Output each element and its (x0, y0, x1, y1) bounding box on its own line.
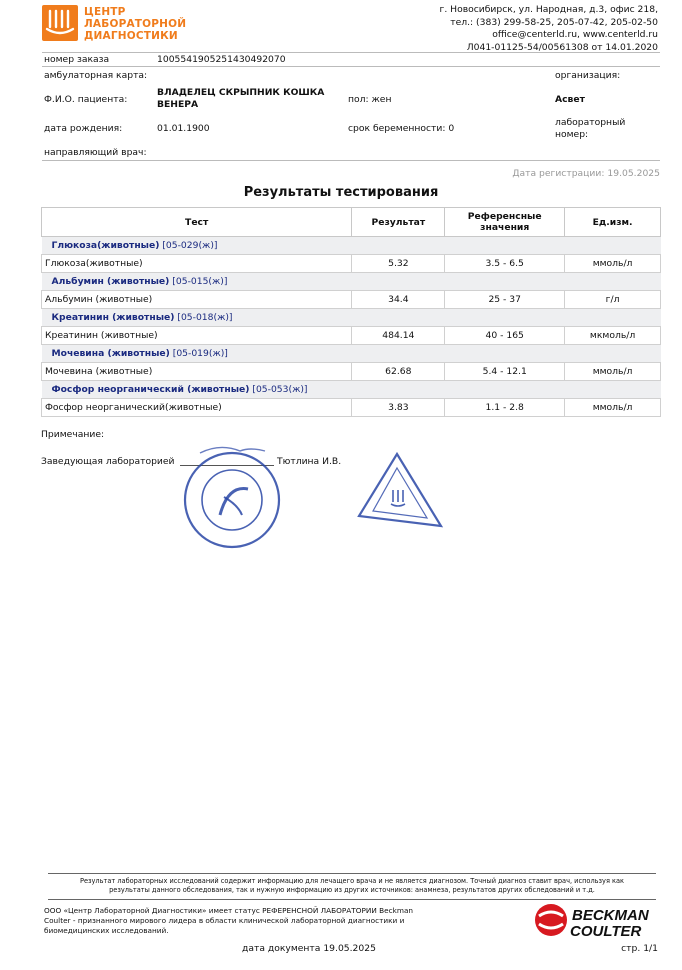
logo-line-1: ЦЕНТР (84, 6, 126, 18)
lab-number-label (555, 117, 625, 140)
unit-cell: ммоль/л (565, 399, 661, 417)
lab-number-label-line-2: номер: (555, 128, 589, 140)
page-number: стр. 1/1 (621, 943, 658, 954)
column-header-reference-line-2: значения (480, 222, 530, 233)
registration-date: Дата регистрации: 19.05.2025 (512, 168, 660, 179)
group-row (42, 345, 661, 363)
order-number-value: 1005541905251430492070 (157, 54, 286, 65)
referring-doctor-label: направляющий врач: (44, 147, 147, 158)
order-number-label: номер заказа (44, 54, 110, 65)
group-cell (42, 345, 661, 363)
group-row (42, 309, 661, 327)
unit-cell: ммоль/л (565, 363, 661, 381)
header-divider (42, 52, 660, 53)
patient-name-value (157, 87, 324, 110)
reference-cell: 40 - 165 (445, 327, 565, 345)
company-line-2: Coulter - признанного мирового лидера в области клинической лабораторной диагностики и (44, 916, 405, 925)
group-cell (42, 237, 661, 255)
patient-name-line-1: ВЛАДЕЛЕЦ СКРЫПНИК КОШКА (157, 87, 325, 98)
contact-license: Л041-01125-54/00561308 от 14.01.2020 (466, 41, 658, 53)
group-row (42, 381, 661, 399)
unit-cell: г/л (565, 291, 661, 309)
group-name: Креатинин (животные) (51, 312, 175, 323)
company-line-3: биомедицинских исследований. (44, 926, 169, 935)
group-cell (42, 381, 661, 399)
organization-value: Асвет (555, 94, 585, 105)
footer-divider-2 (48, 899, 656, 900)
group-cell (42, 309, 661, 327)
column-header-reference-line-1: Референсные (467, 211, 542, 222)
beckman-coulter-logo (534, 902, 664, 942)
group-name: Глюкоза(животные) (51, 240, 160, 251)
footer-divider (48, 873, 656, 874)
group-name: Мочевина (животные) (51, 348, 170, 359)
group-code: [05-019(ж)] (172, 348, 228, 359)
results-table (41, 207, 661, 417)
table-row (42, 327, 661, 345)
logo-mark-icon (42, 5, 78, 41)
head-of-lab-name: Тютлина И.В. (277, 456, 342, 467)
page-title: Результаты тестирования (243, 185, 439, 200)
table-row (42, 291, 661, 309)
unit-cell: ммоль/л (565, 255, 661, 273)
note-label: Примечание: (41, 429, 105, 440)
result-cell: 34.4 (352, 291, 445, 309)
contact-address: г. Новосибирск, ул. Народная, д.3, офис 218, (439, 4, 658, 15)
table-row (42, 363, 661, 381)
logo-text (84, 6, 186, 42)
group-code: [05-053(ж)] (252, 384, 308, 395)
group-row (42, 273, 661, 291)
column-header-result: Результат (352, 208, 445, 237)
company-line-1: ООО «Центр Лабораторной Диагностики» имеет статус РЕФЕРЕНСНОЙ ЛАБОРАТОРИИ Beckman (44, 906, 414, 915)
table-header-row (42, 208, 661, 237)
test-name-cell: Мочевина (животные) (42, 363, 352, 381)
result-cell: 484.14 (352, 327, 445, 345)
organization-label: организация: (555, 70, 621, 81)
coulter-word: COULTER (570, 923, 642, 940)
laboratory-triangle-stamp (355, 450, 445, 535)
logo-line-3: ДИАГНОСТИКИ (84, 30, 178, 42)
patient-name-label: Ф.И.О. пациента: (44, 94, 128, 105)
order-divider (42, 66, 660, 67)
doctor-round-stamp (180, 445, 285, 550)
reference-cell: 3.5 - 6.5 (445, 255, 565, 273)
disclaimer-line-2: результаты данного обследования, так и нужную информацию из других источников: анамнеза, результатов других обследований и т.д. (109, 886, 595, 894)
logo-line-2: ЛАБОРАТОРНОЙ (84, 18, 187, 30)
company-logo (42, 5, 192, 45)
test-name-cell: Креатинин (животные) (42, 327, 352, 345)
document-date: дата документа 19.05.2025 (242, 943, 376, 954)
result-cell: 62.68 (352, 363, 445, 381)
group-name: Фосфор неорганический (животные) (51, 384, 250, 395)
beckman-word: BECKMAN (572, 907, 649, 924)
table-row (42, 255, 661, 273)
group-name: Альбумин (животные) (51, 276, 170, 287)
column-header-unit: Ед.изм. (565, 208, 661, 237)
birth-date-label: дата рождения: (44, 123, 123, 134)
birth-date-value: 01.01.1900 (157, 123, 210, 134)
reference-cell: 25 - 37 (445, 291, 565, 309)
column-header-test: Тест (42, 208, 352, 237)
pregnancy-term: срок беременности: 0 (348, 123, 455, 134)
reference-cell: 5.4 - 12.1 (445, 363, 565, 381)
contact-email-site: office@centerld.ru, www.centerld.ru (492, 29, 658, 40)
result-cell: 3.83 (352, 399, 445, 417)
test-name-cell: Альбумин (животные) (42, 291, 352, 309)
unit-cell: мкмоль/л (565, 327, 661, 345)
group-code: [05-029(ж)] (162, 240, 218, 251)
column-header-reference (445, 208, 565, 237)
test-name-cell: Глюкоза(животные) (42, 255, 352, 273)
lab-contacts (440, 4, 659, 54)
outpatient-card-label: амбулаторная карта: (44, 70, 148, 81)
head-of-lab-label: Заведующая лабораторией (41, 456, 175, 467)
result-cell: 5.32 (352, 255, 445, 273)
group-code: [05-018(ж)] (177, 312, 233, 323)
test-name-cell: Фосфор неорганический(животные) (42, 399, 352, 417)
lab-number-label-line-1: лабораторный (555, 117, 626, 128)
group-row (42, 237, 661, 255)
patient-name-line-2: ВЕНЕРА (157, 98, 199, 110)
disclaimer (48, 877, 656, 895)
contact-phones: тел.: (383) 299-58-25, 205-07-42, 205-02-50 (450, 16, 658, 28)
disclaimer-line-1: Результат лабораторных исследований содержит информацию для лечащего врача и не является диагнозом. Точный диагноз ставит врач, используя как (79, 877, 625, 885)
sex-value: пол: жен (348, 94, 392, 105)
group-cell (42, 273, 661, 291)
company-status-text (44, 906, 464, 936)
table-row (42, 399, 661, 417)
group-code: [05-015(ж)] (172, 276, 228, 287)
patient-divider (42, 160, 660, 161)
reference-cell: 1.1 - 2.8 (445, 399, 565, 417)
